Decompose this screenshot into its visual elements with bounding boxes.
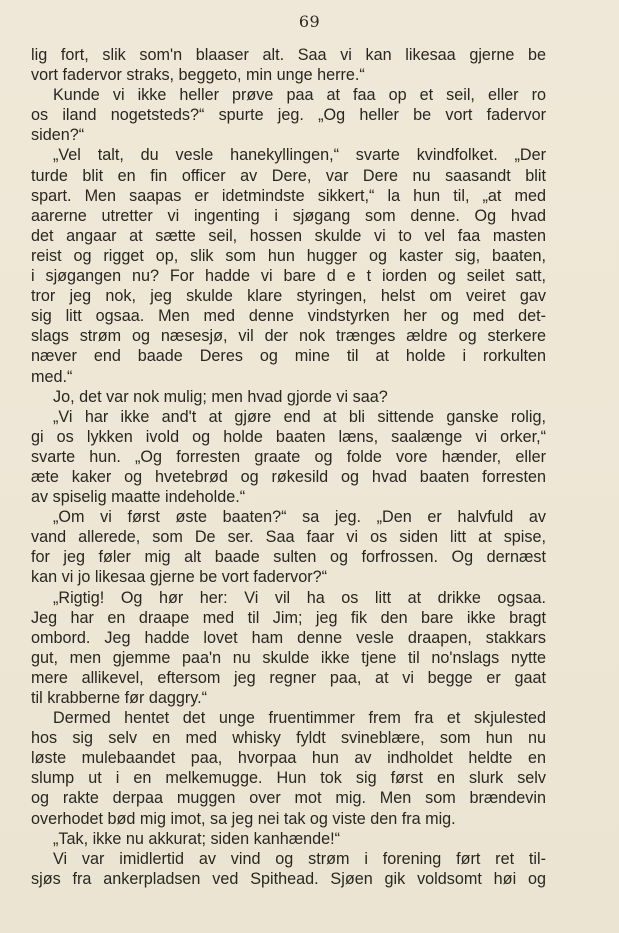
text-line: reist og rigget op, slik som hun hugger og kaster sig, baaten,	[31, 246, 546, 265]
text-line: spart. Men saapas er idetmindste sikkert,“ la hun til, „at med	[31, 186, 546, 205]
text-line: tror jeg nok, jeg skulde klare styringen, helst om veiret gav	[31, 287, 546, 306]
text-line: turde blit en fin officer av Dere, var Dere nu saasandt blit	[31, 166, 546, 185]
text-line: for jeg føler mig alt baade sulten og forfrossen. Og dernæst	[31, 548, 546, 567]
text-line: Dermed hentet det unge fruentimmer frem fra et skjulested	[53, 709, 546, 728]
text-line: Jeg har en draape med til Jim; jeg fik den bare ikke bragt	[31, 608, 546, 627]
text-line: og rakte derpaa muggen over mot mig. Men som brændevin	[31, 789, 546, 808]
text-line: av spiselig maatte indeholde.“	[31, 488, 246, 507]
text-line: „Rigtig! Og hør her: Vi vil ha os litt at drikke ogsaa.	[53, 588, 546, 607]
text-line: Vi var imidlertid av vind og strøm i forening ført ret til-	[53, 849, 546, 868]
text-line: næver end baade Deres og mine til at holde i rorkulten	[31, 347, 546, 366]
text-line: ombord. Jeg hadde lovet ham denne vesle draapen, stakkars	[31, 628, 546, 647]
text-line: sig litt ogsaa. Men med denne vindstyrken her og med det-	[31, 307, 546, 326]
body-text	[31, 45, 546, 889]
text-line: „Vel talt, du vesle hanekyllingen,“ svarte kvindfolket. „Der	[53, 146, 546, 165]
text-line: os iland nogetsteds?“ spurte jeg. „Og heller be vort fadervor	[31, 106, 546, 125]
text-line: sjøs fra ankerpladsen ved Spithead. Sjøen gik voldsomt høi og	[31, 869, 546, 888]
text-line: slump ut i en melkemugge. Hun tok sig først en slurk selv	[31, 769, 546, 788]
text-line: æte kaker og hvetebrød og røkesild og hvad baaten forresten	[31, 467, 546, 486]
text-line: mere allikevel, eftersom jeg regner paa, at vi begge er gaat	[31, 668, 546, 687]
text-line: gut, men gjemme paa'n nu skulde ikke tjene til no'nslags nytte	[31, 648, 546, 667]
text-line: „Om vi først øste baaten?“ sa jeg. „Den er halvfuld av	[53, 508, 546, 527]
text-line: gi os lykken ivold og holde baaten læns, saalænge vi orker,“	[31, 427, 546, 446]
text-line: aarerne utretter vi ingenting i sjøgang som denne. Og hvad	[31, 206, 546, 225]
text-line: Jo, det var nok mulig; men hvad gjorde vi saa?	[53, 387, 388, 406]
text-line: hos sig selv en med whisky fyldt svineblære, som hun nu	[31, 729, 546, 748]
text-line: vort fadervor straks, beggeto, min unge herre.“	[31, 66, 365, 85]
text-line: Kunde vi ikke heller prøve paa at faa op et seil, eller ro	[53, 86, 546, 105]
text-line: lig fort, slik som'n blaaser alt. Saa vi kan likesaa gjerne be	[31, 46, 546, 64]
text-line: siden?“	[31, 126, 85, 145]
text-line: „Tak, ikke nu akkurat; siden kanhænde!“	[53, 829, 341, 848]
text-line: løste mulebaandet paa, hvorpaa hun av indholdet heldte en	[31, 749, 546, 768]
text-line: til krabberne før daggry.“	[31, 689, 208, 707]
text-line: i sjøgangen nu? For hadde vi bare d e t iorden og seilet satt,	[31, 267, 546, 286]
page-number: 69	[298, 12, 321, 31]
text-line: det angaar at sætte seil, hossen skulde vi to vel faa masten	[31, 226, 546, 245]
text-line: overhodet bød mig imot, sa jeg nei tak og viste den fra mig.	[31, 809, 456, 828]
text-line: kan vi jo likesaa gjerne be vort fadervor?“	[31, 568, 328, 587]
text-line: med.“	[31, 367, 73, 386]
text-line: vand allerede, som De ser. Saa faar vi os siden litt at spise,	[31, 528, 546, 547]
text-line: svarte hun. „Og forresten graate og folde vore hænder, eller	[31, 447, 546, 466]
text-line: „Vi har ikke and't at gjøre end at bli sittende ganske rolig,	[53, 407, 546, 426]
text-line: slags strøm og næsesjø, vil der nok trænges ældre og sterkere	[31, 327, 546, 346]
